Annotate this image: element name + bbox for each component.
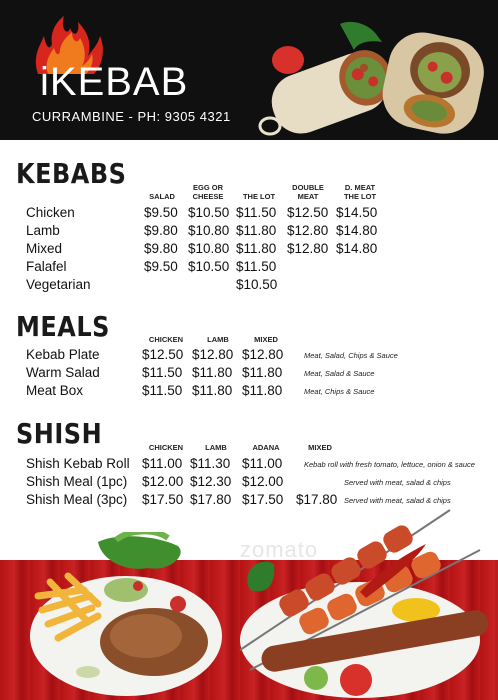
menu-item-price: $10.50 (188, 259, 230, 274)
kebabs-column-header: SALAD (149, 192, 175, 201)
meals-column-header: CHICKEN (148, 335, 184, 344)
menu-item-price: $14.80 (336, 223, 378, 238)
menu-item-name: Warm Salad (26, 365, 100, 380)
logo-prefix: i (40, 60, 50, 104)
menu-item-price: $12.50 (142, 347, 184, 362)
shish-skewers-photo (230, 500, 498, 700)
menu-item-note: Kebab roll with fresh tomato, lettuce, onion & sauce (304, 460, 475, 469)
menu-item-price: $17.50 (142, 492, 184, 507)
menu-item-price: $11.50 (236, 205, 277, 220)
shish-title: SHISH (16, 417, 103, 451)
meals-title: MEALS (16, 310, 110, 344)
logo (40, 60, 188, 105)
menu-item-price: $12.80 (287, 223, 329, 238)
menu-item-price: $10.80 (188, 241, 230, 256)
menu-item-name: Shish Kebab Roll (26, 456, 130, 471)
kebab-plate-photo (28, 532, 228, 700)
menu-item-price: $11.50 (142, 365, 183, 380)
menu-item-price: $12.80 (242, 347, 284, 362)
shish-column-header: LAMB (205, 443, 227, 452)
logo-main: KEBAB (49, 60, 189, 104)
meals-column-header: LAMB (207, 335, 229, 344)
menu-item-name: Kebab Plate (26, 347, 100, 362)
menu-item-price: $12.00 (242, 474, 284, 489)
menu-item-price: $12.30 (190, 474, 232, 489)
menu-item-price: $11.80 (236, 241, 277, 256)
menu-item-price: $17.80 (296, 492, 338, 507)
kebabs-column-header-line2: CHEESE (192, 192, 224, 201)
menu-item-note: Meat, Chips & Sauce (304, 387, 375, 396)
menu-item-name: Shish Meal (3pc) (26, 492, 128, 507)
menu-item-price: $11.30 (190, 456, 231, 471)
menu-item-price: $14.80 (336, 241, 378, 256)
menu-item-price: $11.80 (192, 383, 233, 398)
watermark: zomato (240, 537, 319, 562)
menu-item-note: Served with meat, salad & chips (344, 496, 451, 505)
address-phone: CURRAMBINE - PH: 9305 4321 (32, 109, 231, 124)
kebabs-title: KEBABS (16, 157, 127, 191)
shish-column-header: MIXED (308, 443, 332, 452)
menu-item-price: $12.80 (287, 241, 329, 256)
menu-item-name: Shish Meal (1pc) (26, 474, 128, 489)
menu-item-note: Served with meat, salad & chips (344, 478, 451, 487)
menu-item-price: $11.80 (242, 383, 283, 398)
menu-item-price: $17.80 (190, 492, 232, 507)
kebabs-column-header: THE LOT (242, 192, 276, 201)
menu-item-price: $12.50 (287, 205, 329, 220)
shish-column-header: CHICKEN (148, 443, 184, 452)
menu-item-price: $9.50 (144, 205, 178, 220)
menu-item-name: Falafel (26, 259, 67, 274)
menu-item-name: Mixed (26, 241, 63, 256)
kebab-wrap-photo (258, 20, 494, 138)
menu-item-price: $11.00 (142, 456, 183, 471)
kebabs-column-header: EGG OR (192, 183, 223, 192)
menu-item-name: Meat Box (26, 383, 84, 398)
menu-item-price: $10.50 (236, 277, 278, 292)
menu-item-note: Meat, Salad & Sauce (304, 369, 375, 378)
menu-item-price: $12.80 (192, 347, 234, 362)
shish-column-header: ADANA (252, 443, 280, 452)
menu-item-price: $17.50 (242, 492, 284, 507)
meals-column-header: MIXED (254, 335, 278, 344)
menu-item-price: $11.80 (192, 365, 233, 380)
menu-item-name: Lamb (26, 223, 60, 238)
menu-item-price: $11.50 (236, 259, 277, 274)
menu-item-price: $10.50 (188, 205, 230, 220)
kebabs-column-header: D. MEAT (344, 183, 376, 192)
kebabs-column-header: DOUBLE (292, 183, 324, 192)
menu-item-price: $11.80 (236, 223, 277, 238)
header-band (0, 0, 498, 140)
menu-item-price: $14.50 (336, 205, 378, 220)
menu-item-note: Meat, Salad, Chips & Sauce (304, 351, 398, 360)
menu-item-name: Vegetarian (26, 277, 91, 292)
menu-item-price: $9.80 (144, 241, 178, 256)
menu-item-price: $9.80 (144, 223, 178, 238)
menu-item-name: Chicken (26, 205, 75, 220)
kebabs-column-header-line2: THE LOT (343, 192, 377, 201)
menu-item-price: $9.50 (144, 259, 178, 274)
menu-item-price: $12.00 (142, 474, 184, 489)
kebabs-column-header-line2: MEAT (297, 192, 319, 201)
menu-item-price: $11.00 (242, 456, 283, 471)
menu-item-price: $10.80 (188, 223, 230, 238)
menu-item-price: $11.50 (142, 383, 183, 398)
menu-item-price: $11.80 (242, 365, 283, 380)
